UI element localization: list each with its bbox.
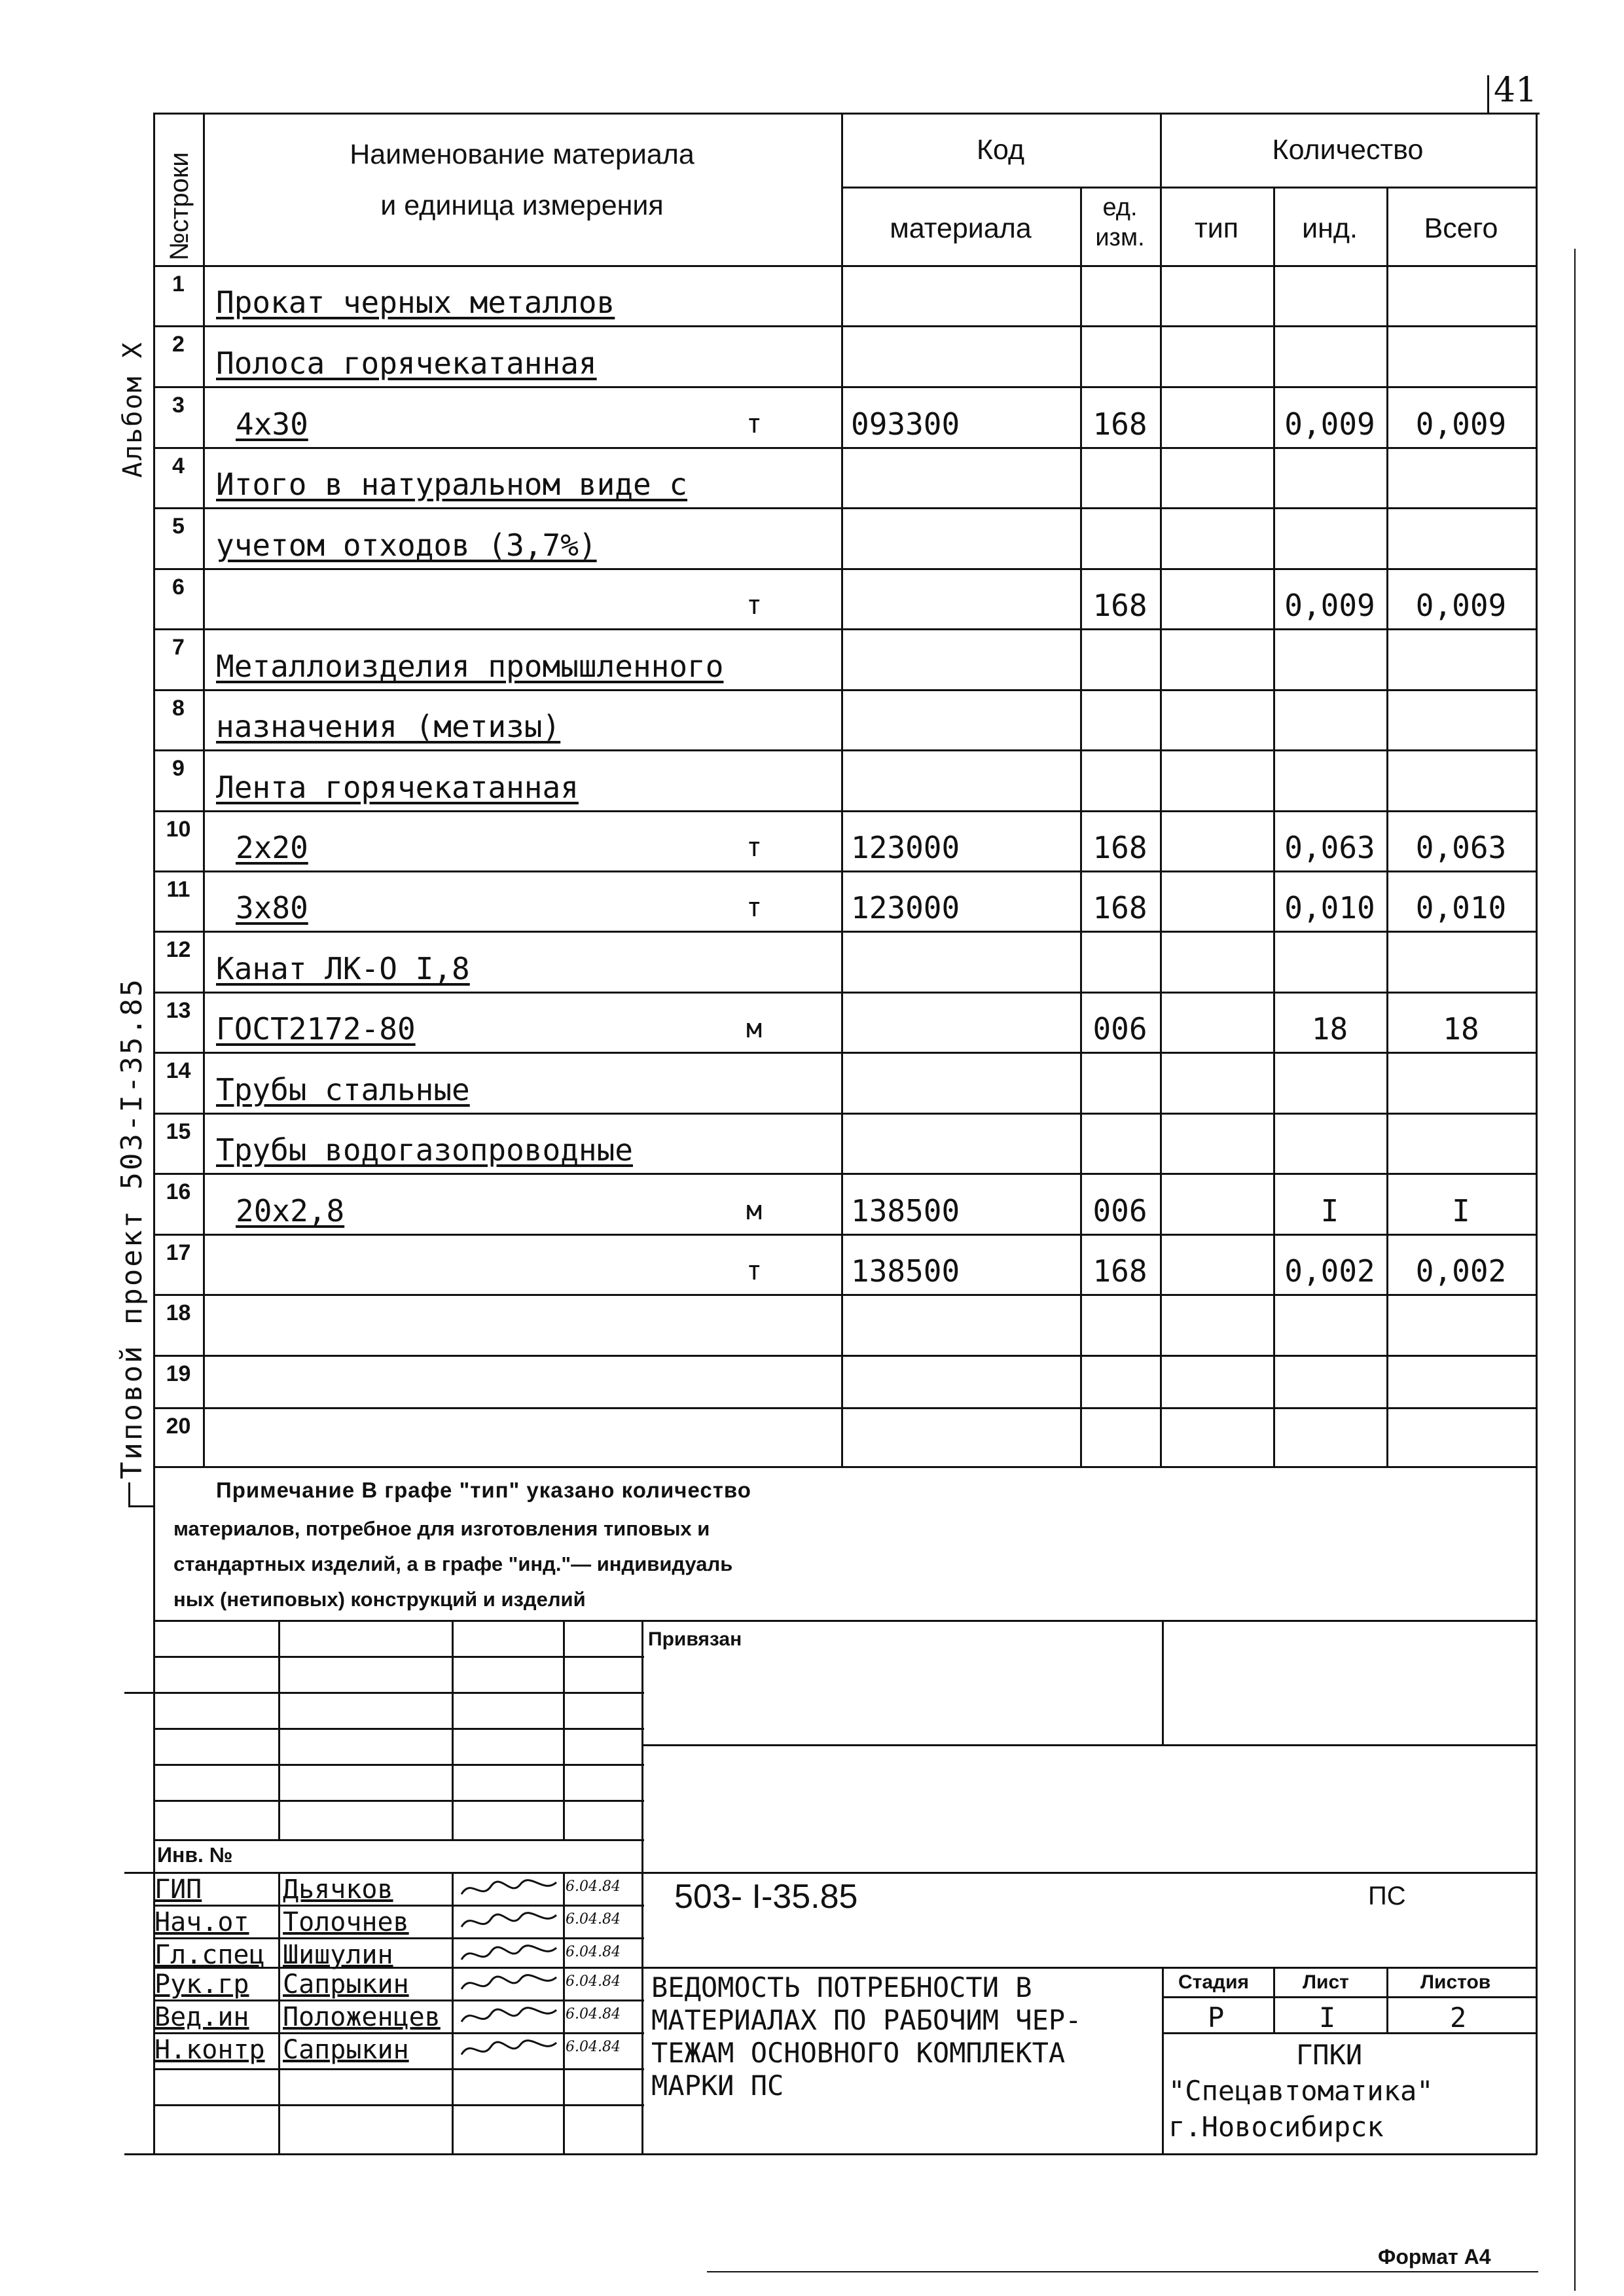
row-number: 13 [166,998,191,1023]
row-number: 4 [172,454,185,478]
row-unit-code: 006 [1092,1011,1147,1047]
row-unit: м [746,1014,763,1044]
staff-role: Н.контр [154,2035,265,2065]
staff-role: Вед.ин [154,2002,249,2032]
row-number: 20 [166,1414,191,1439]
header-name-1: Наименование материала [350,139,695,170]
document-title-4: МАРКИ ПС [651,2070,784,2102]
row-total: I [1452,1193,1470,1229]
row-number: 11 [166,877,190,902]
row-ind: 0,009 [1284,588,1375,623]
staff-name: Положенцев [283,2002,441,2032]
tied-label: Привязан [648,1628,742,1650]
row-unit: т [746,409,763,439]
row-unit-code: 168 [1092,830,1147,865]
row-ind: 0,009 [1284,406,1375,442]
signature-icon [458,1907,563,1936]
staff-name: Дьячков [283,1874,393,1905]
row-unit-code: 168 [1092,588,1147,623]
row-number: 7 [172,635,185,660]
row-number: 2 [172,332,185,357]
row-name: учетом отходов (3,7%) [216,528,597,563]
staff-date: 6.04.84 [566,1878,621,1895]
row-code: 138500 [851,1193,960,1229]
signature-icon [458,1969,563,1998]
header-code: Код [976,134,1025,166]
note-line-4: ных (нетиповых) конструкций и изделий [173,1588,586,1611]
row-total: 0,063 [1415,830,1507,865]
header-total: Всего [1424,213,1498,244]
row-name: 4x30 [236,406,308,442]
staff-role: Гл.спец [154,1940,265,1970]
staff-name: Сапрыкин [283,2035,409,2065]
sheets-value: 2 [1450,2001,1467,2034]
row-ind: I [1320,1193,1339,1229]
staff-date: 6.04.84 [566,1944,621,1960]
sheet-label: Лист [1303,1971,1349,1993]
row-unit-code: 168 [1092,890,1147,925]
row-name: 3x80 [236,890,308,925]
document-title-2: МАТЕРИАЛАХ ПО РАБОЧИМ ЧЕР- [651,2004,1082,2036]
staff-role: ГИП [154,1874,202,1905]
row-number: 1 [172,272,185,296]
row-number: 19 [166,1361,191,1386]
signature-icon [458,2002,563,2031]
header-unit-2: изм. [1095,224,1145,251]
staff-date: 6.04.84 [566,1911,621,1928]
row-total: 0,010 [1415,890,1507,925]
stage-value: Р [1208,2001,1225,2034]
note-line-2: материалов, потребное для изготовления типовых и [173,1517,710,1540]
row-name: Канат ЛК-О I,8 [216,951,470,986]
signature-icon [458,1874,563,1903]
project-label: Типовой проект 503-I-35.85 [115,977,149,1479]
row-ind: 0,010 [1284,890,1375,925]
header-code-material: материала [890,213,1032,244]
document-mark: ПС [1368,1882,1406,1910]
row-name: ГОСТ2172-80 [216,1011,416,1047]
page-number: 41 [1494,71,1538,110]
row-code: 138500 [851,1253,960,1289]
row-name: Лента горячекатанная [216,770,579,805]
organization-3: г.Новосибирск [1168,2111,1384,2143]
row-code: 123000 [851,830,960,865]
row-number: 17 [166,1240,191,1265]
format-label: Формат А4 [1378,2245,1491,2269]
sheet-value: I [1319,2001,1336,2034]
row-unit: м [746,1196,763,1226]
row-name: Полоса горячекатанная [216,346,597,381]
row-code: 123000 [851,890,960,925]
row-unit: т [746,590,763,620]
row-total: 0,009 [1415,588,1507,623]
row-name: Трубы водогазопроводные [216,1132,633,1168]
row-number: 12 [166,937,191,962]
header-quantity: Количество [1272,134,1424,166]
document-code: 503- I-35.85 [674,1878,858,1916]
inventory-label: Инв. № [157,1843,233,1867]
note-line-1: Примечание В графе "тип" указано количество [216,1478,751,1502]
row-name: 20x2,8 [236,1193,345,1229]
document-title-1: ВЕДОМОСТЬ ПОТРЕБНОСТИ В [651,1971,1032,2003]
row-ind: 0,063 [1284,830,1375,865]
row-unit: т [746,893,763,923]
staff-role: Нач.от [154,1907,249,1937]
row-number: 10 [166,817,191,842]
row-unit-code: 168 [1092,406,1147,442]
staff-date: 6.04.84 [566,2006,621,2022]
row-name: Прокат черных металлов [216,285,615,320]
sheets-label: Листов [1420,1971,1491,1993]
header-ind: инд. [1302,213,1358,244]
organization-1: ГПКИ [1296,2039,1363,2071]
header-row-number: №строки [165,152,194,260]
row-total: 18 [1443,1011,1479,1047]
organization-2: "Спецавтоматика" [1168,2075,1434,2107]
staff-name: Шишулин [283,1940,393,1970]
row-number: 3 [172,393,185,418]
staff-date: 6.04.84 [566,2039,621,2055]
header-type: тип [1195,213,1238,244]
signature-icon [458,1940,563,1969]
row-code: 093300 [851,406,960,442]
staff-name: Толочнев [283,1907,409,1937]
row-name: 2x20 [236,830,308,865]
row-number: 18 [166,1300,191,1325]
row-number: 6 [172,575,185,600]
note-line-3: стандартных изделий, а в графе "инд."— индивидуаль [173,1552,733,1575]
row-name: Металлоизделия промышленного [216,649,724,684]
staff-date: 6.04.84 [566,1973,621,1990]
staff-name: Сапрыкин [283,1969,409,2000]
signature-icon [458,2035,563,2064]
document-title-3: ТЕЖАМ ОСНОВНОГО КОМПЛЕКТА [651,2037,1066,2069]
row-number: 9 [172,756,185,781]
row-name: Трубы стальные [216,1072,470,1107]
row-number: 15 [166,1119,191,1144]
row-ind: 18 [1311,1011,1348,1047]
row-unit-code: 006 [1092,1193,1147,1229]
row-unit: т [746,1256,763,1286]
row-number: 14 [166,1058,191,1083]
row-unit-code: 168 [1092,1253,1147,1289]
row-number: 16 [166,1179,191,1204]
row-total: 0,009 [1415,406,1507,442]
header-name-2: и единица измерения [380,190,664,221]
row-number: 8 [172,696,185,721]
row-name: Итого в натуральном виде с [216,467,688,502]
row-total: 0,002 [1415,1253,1507,1289]
stage-label: Стадия [1178,1971,1250,1993]
album-label: Альбом X [118,341,148,478]
row-name: назначения (метизы) [216,709,561,744]
header-unit-1: ед. [1102,194,1138,221]
row-unit: т [746,833,763,863]
row-ind: 0,002 [1284,1253,1375,1289]
row-number: 5 [172,514,185,539]
staff-role: Рук.гр [154,1969,249,2000]
